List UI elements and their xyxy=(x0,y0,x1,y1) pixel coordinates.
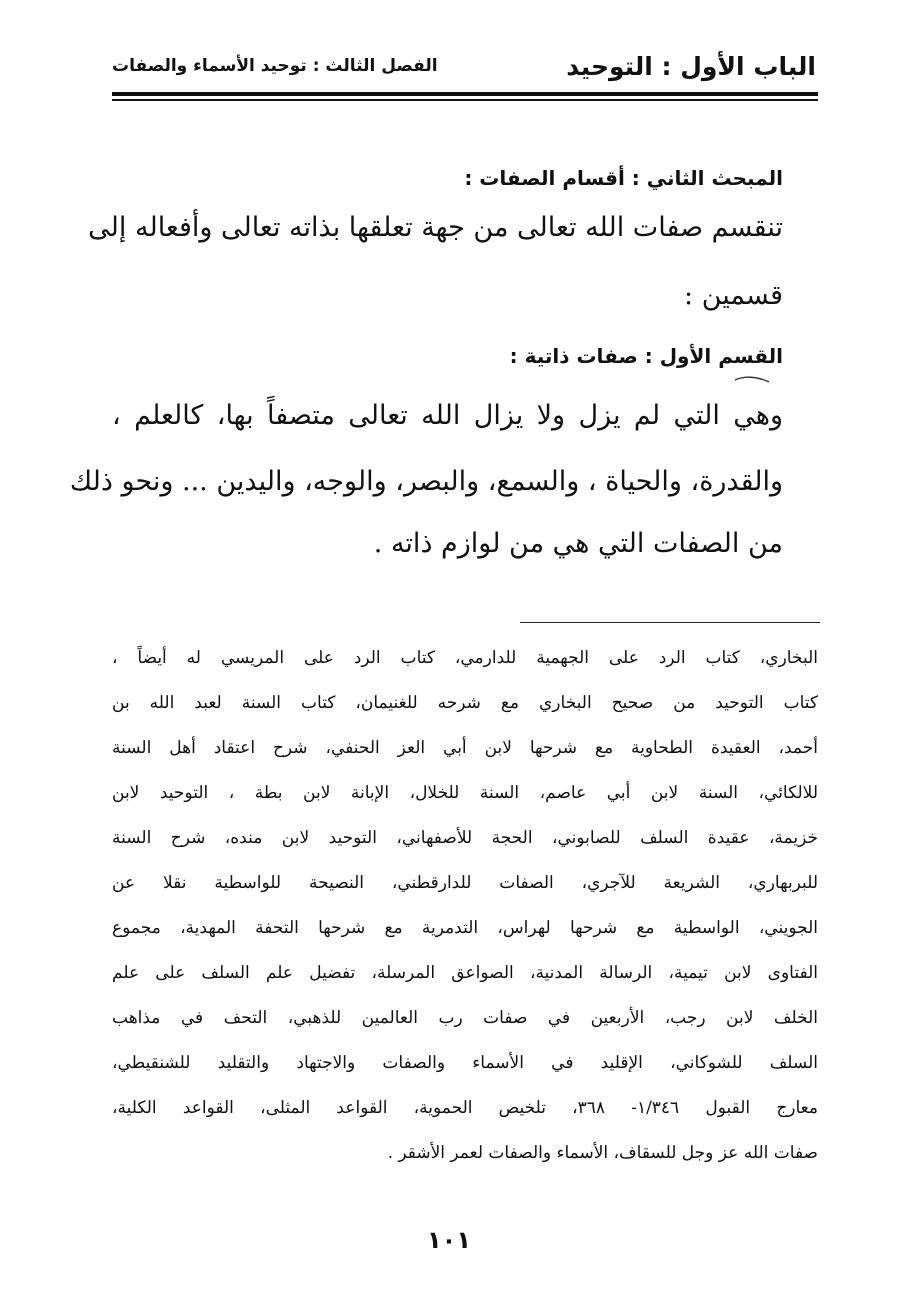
footnote-line: البخاري، كتاب الرد على الجهمية للدارمي، كتاب الرد على المريسي له أيضاً ، xyxy=(112,648,818,668)
intro-line: قسمين : xyxy=(684,280,783,311)
footnote-line: السلف للشوكاني، الإقليد في الأسماء والصفات والاجتهاد والتقليد للشنقيطي، xyxy=(112,1053,818,1073)
footnote-line: أحمد، العقيدة الطحاوية مع شرحها لابن أبي العز الحنفي، شرح اعتقاد أهل السنة xyxy=(112,738,818,758)
chapter-title: الباب الأول : التوحيد xyxy=(566,52,816,81)
footnote-line: خزيمة، عقيدة السلف للصابوني، الحجة للأصفهاني، التوحيد لابن منده، شرح السنة xyxy=(112,828,818,848)
header-rule-thick xyxy=(112,92,818,96)
footnote-line: للبربهاري، الشريعة للآجري، الصفات للدارقطني، النصيحة للواسطية نقلا عن xyxy=(112,873,818,893)
footnote-line: معارج القبول ١/٣٤٦- ٣٦٨، تلخيص الحموية، القواعد المثلى، القواعد الكلية، xyxy=(112,1098,818,1118)
footnote-line: الجويني، الواسطية مع شرحها لهراس، التدمرية مع شرحها التحفة المهدية، مجموع xyxy=(112,918,818,938)
section-heading: المبحث الثاني : أقسام الصفات : xyxy=(464,166,783,190)
body-line: والقدرة، والحياة ، والسمع، والبصر، والوجه، واليدين ... ونحو ذلك xyxy=(69,466,783,497)
body-line: من الصفات التي هي من لوازم ذاته . xyxy=(373,528,783,559)
footnote-line: كتاب التوحيد من صحيح البخاري مع شرحه للغنيمان، كتاب السنة لعبد الله بن xyxy=(112,693,818,713)
running-header xyxy=(112,50,816,90)
footnote-line: للالكائي، السنة لابن أبي عاصم، السنة للخلال، الإبانة لابن بطة ، التوحيد لابن xyxy=(112,783,818,803)
underline-mark xyxy=(734,374,770,386)
footnote-line: الخلف لابن رجب، الأربعين في صفات رب العالمين للذهبي، التحف في مذاهب xyxy=(112,1008,818,1028)
intro-line: تنقسم صفات الله تعالى من جهة تعلقها بذاته تعالى وأفعاله إلى xyxy=(88,212,783,243)
page-number: ١٠١ xyxy=(427,1226,471,1254)
subsection-heading: القسم الأول : صفات ذاتية : xyxy=(509,344,783,368)
header-rule-thin xyxy=(112,99,818,101)
section-title: الفصل الثالث : توحيد الأسماء والصفات xyxy=(112,56,438,76)
footnote-line: الفتاوى لابن تيمية، الرسالة المدنية، الصواعق المرسلة، تفضيل علم السلف على علم xyxy=(112,963,818,983)
footnote-line: صفات الله عز وجل للسقاف، الأسماء والصفات لعمر الأشقر . xyxy=(387,1143,818,1163)
body-line: وهي التي لم يزل ولا يزال الله تعالى متصفاً بها، كالعلم ، xyxy=(112,400,783,431)
footnote-separator xyxy=(520,622,820,623)
